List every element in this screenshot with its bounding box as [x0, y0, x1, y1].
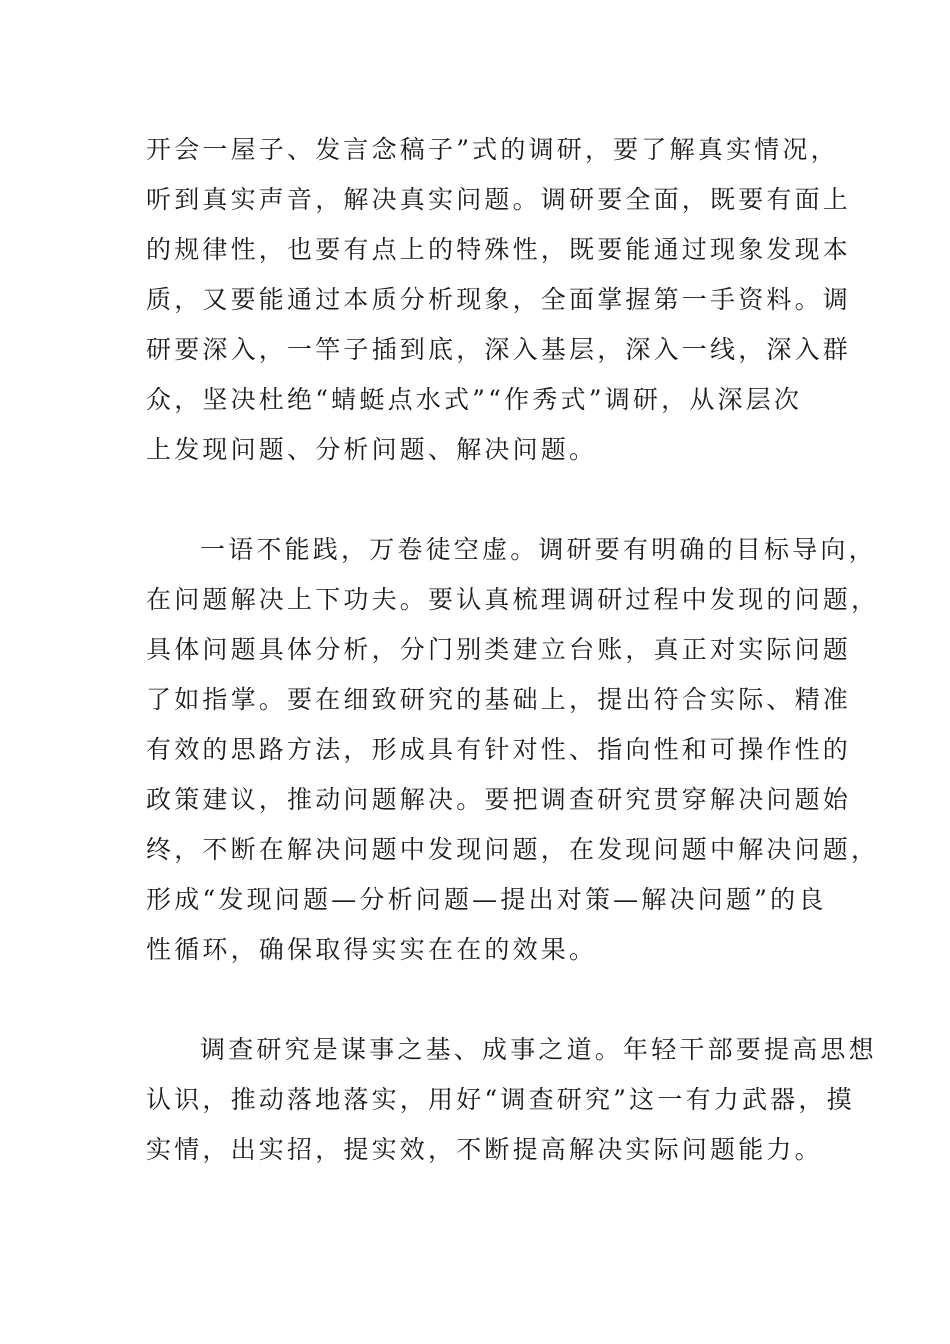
- paragraph-line: 认识，推动落地落实，用好“调查研究”这一有力武器，摸: [146, 1085, 855, 1114]
- paragraph-line: 政策建议，推动问题解决。要把调查研究贯穿解决问题始: [146, 785, 852, 814]
- paragraph-line: 质，又要能通过本质分析现象，全面掌握第一手资料。调: [146, 285, 852, 314]
- paragraph-line: 调查研究是谋事之基、成事之道。年轻干部要提高思想: [200, 1035, 877, 1064]
- paragraph-line: 了如指掌。要在细致研究的基础上，提出符合实际、精准: [146, 685, 852, 714]
- paragraph-line: 众，坚决杜绝“蜻蜓点水式”“作秀式”调研，从深层次: [146, 385, 803, 414]
- paragraph-line: 有效的思路方法，形成具有针对性、指向性和可操作性的: [146, 735, 852, 764]
- paragraph-line: 具体问题具体分析，分门别类建立台账，真正对实际问题: [146, 635, 852, 664]
- paragraph-line: 性循环，确保取得实实在在的效果。: [146, 935, 598, 964]
- paragraph-line: 上发现问题、分析问题、解决问题。: [146, 435, 598, 464]
- paragraph-line: 研要深入，一竿子插到底，深入基层，深入一线，深入群: [146, 335, 852, 364]
- paragraph-line: 在问题解决上下功夫。要认真梳理调研过程中发现的问题，: [146, 585, 880, 614]
- paragraph-line: 听到真实声音，解决真实问题。调研要全面，既要有面上: [146, 185, 852, 214]
- paragraph-line: 一语不能践，万卷徒空虚。调研要有明确的目标导向，: [200, 535, 877, 564]
- paragraph-line: 的规律性，也要有点上的特殊性，既要能通过现象发现本: [146, 235, 852, 264]
- paragraph-line: 终，不断在解决问题中发现问题，在发现问题中解决问题，: [146, 835, 880, 864]
- paragraph-line: 实情，出实招，提实效，不断提高解决实际问题能力。: [146, 1135, 823, 1164]
- paragraph-line: 开会一屋子、发言念稿子”式的调研，要了解真实情况，: [146, 135, 839, 164]
- paragraph-line: 形成“发现问题—分析问题—提出对策—解决问题”的良: [146, 885, 827, 914]
